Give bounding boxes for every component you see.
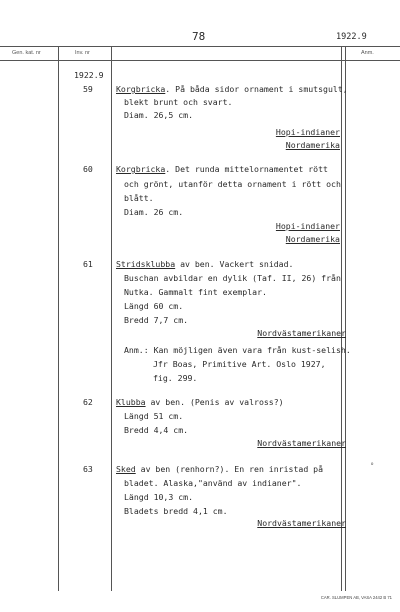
entry-culture: Nordvästamerikaner [257, 438, 346, 448]
entry-note: Anm.: Kan möjligen även vara från kust-selish. [124, 345, 351, 355]
entry-line: Längd 60 cm. [124, 301, 184, 311]
entry-line: Sked av ben (renhorn?). En ren inristad på [116, 464, 324, 474]
entry-line: blekt brunt och svart. [124, 97, 233, 107]
entry-line: Längd 10,3 cm. [124, 492, 194, 502]
rule-col2 [111, 46, 112, 591]
entry-title: Klubba [116, 397, 146, 407]
entry-line: Buschan avbildar en dylik (Taf. II, 26) från [124, 273, 341, 283]
entry-culture: Nordvästamerikaner [257, 328, 346, 338]
entry-number: 59 [83, 84, 93, 94]
entry-title: Korgbricka [116, 164, 166, 174]
entry-line: Korgbricka. På båda sidor ornament i smutsgult, [116, 84, 348, 94]
entry-number: 63 [83, 464, 93, 474]
entry-line: Klubba av ben. (Penis av valross?) [116, 397, 284, 407]
entry-number: 61 [83, 259, 93, 269]
entry-number: 62 [83, 397, 93, 407]
rule-col1 [58, 46, 59, 591]
col-inv-nr: Inv. nr [75, 50, 90, 56]
entry-line: bladet. Alaska,"använd av indianer". [124, 478, 302, 488]
header-top-rule [0, 46, 400, 47]
col-gen-kat-nr: Gen. kat. nr [12, 50, 41, 56]
entry-culture: Hopi-indianer [275, 221, 340, 231]
year-header: 1922.9 [336, 32, 367, 42]
entry-line: Bredd 7,7 cm. [124, 315, 189, 325]
entry-culture: Nordvästamerikaner [257, 518, 346, 528]
entry-note: Jfr Boas, Primitive Art. Oslo 1927, [153, 359, 326, 369]
entry-line: Diam. 26 cm. [124, 207, 184, 217]
entry-title: Sked [116, 464, 136, 474]
entry-line: Stridsklubba av ben. Vackert snidad. [116, 259, 294, 269]
entry-line: blått. [124, 193, 154, 203]
footer-print: CAR. SLUMPEN AB, VASA 2442 B 71 [320, 595, 392, 600]
entry-line: Korgbricka. Det runda mittelornamentet rött [116, 164, 328, 174]
entry-line: och grönt, utanför detta ornament i rött och [124, 179, 341, 189]
entry-title: Stridsklubba [116, 259, 176, 269]
header-bottom-rule [0, 60, 400, 61]
entry-title: Korgbricka [116, 84, 166, 94]
entry-note: fig. 299. [153, 373, 198, 383]
entry-line: Bladets bredd 4,1 cm. [124, 506, 228, 516]
col-anm: Anm. [361, 50, 374, 56]
entry-line: Längd 51 cm. [124, 411, 184, 421]
entry-region: Nordamerika [285, 234, 340, 244]
margin-mark: ° [370, 462, 375, 470]
year-entry: 1922.9 [74, 70, 104, 80]
entry-line: Nutka. Gammalt fint exemplar. [124, 287, 267, 297]
rule-col3 [341, 46, 342, 591]
rule-col3b [345, 46, 346, 591]
entry-line: Bredd 4,4 cm. [124, 425, 189, 435]
entry-line: Diam. 26,5 cm. [124, 110, 194, 120]
entry-culture: Hopi-indianer [275, 127, 340, 137]
page-number: 78 [192, 30, 206, 43]
entry-region: Nordamerika [285, 140, 340, 150]
entry-number: 60 [83, 164, 93, 174]
